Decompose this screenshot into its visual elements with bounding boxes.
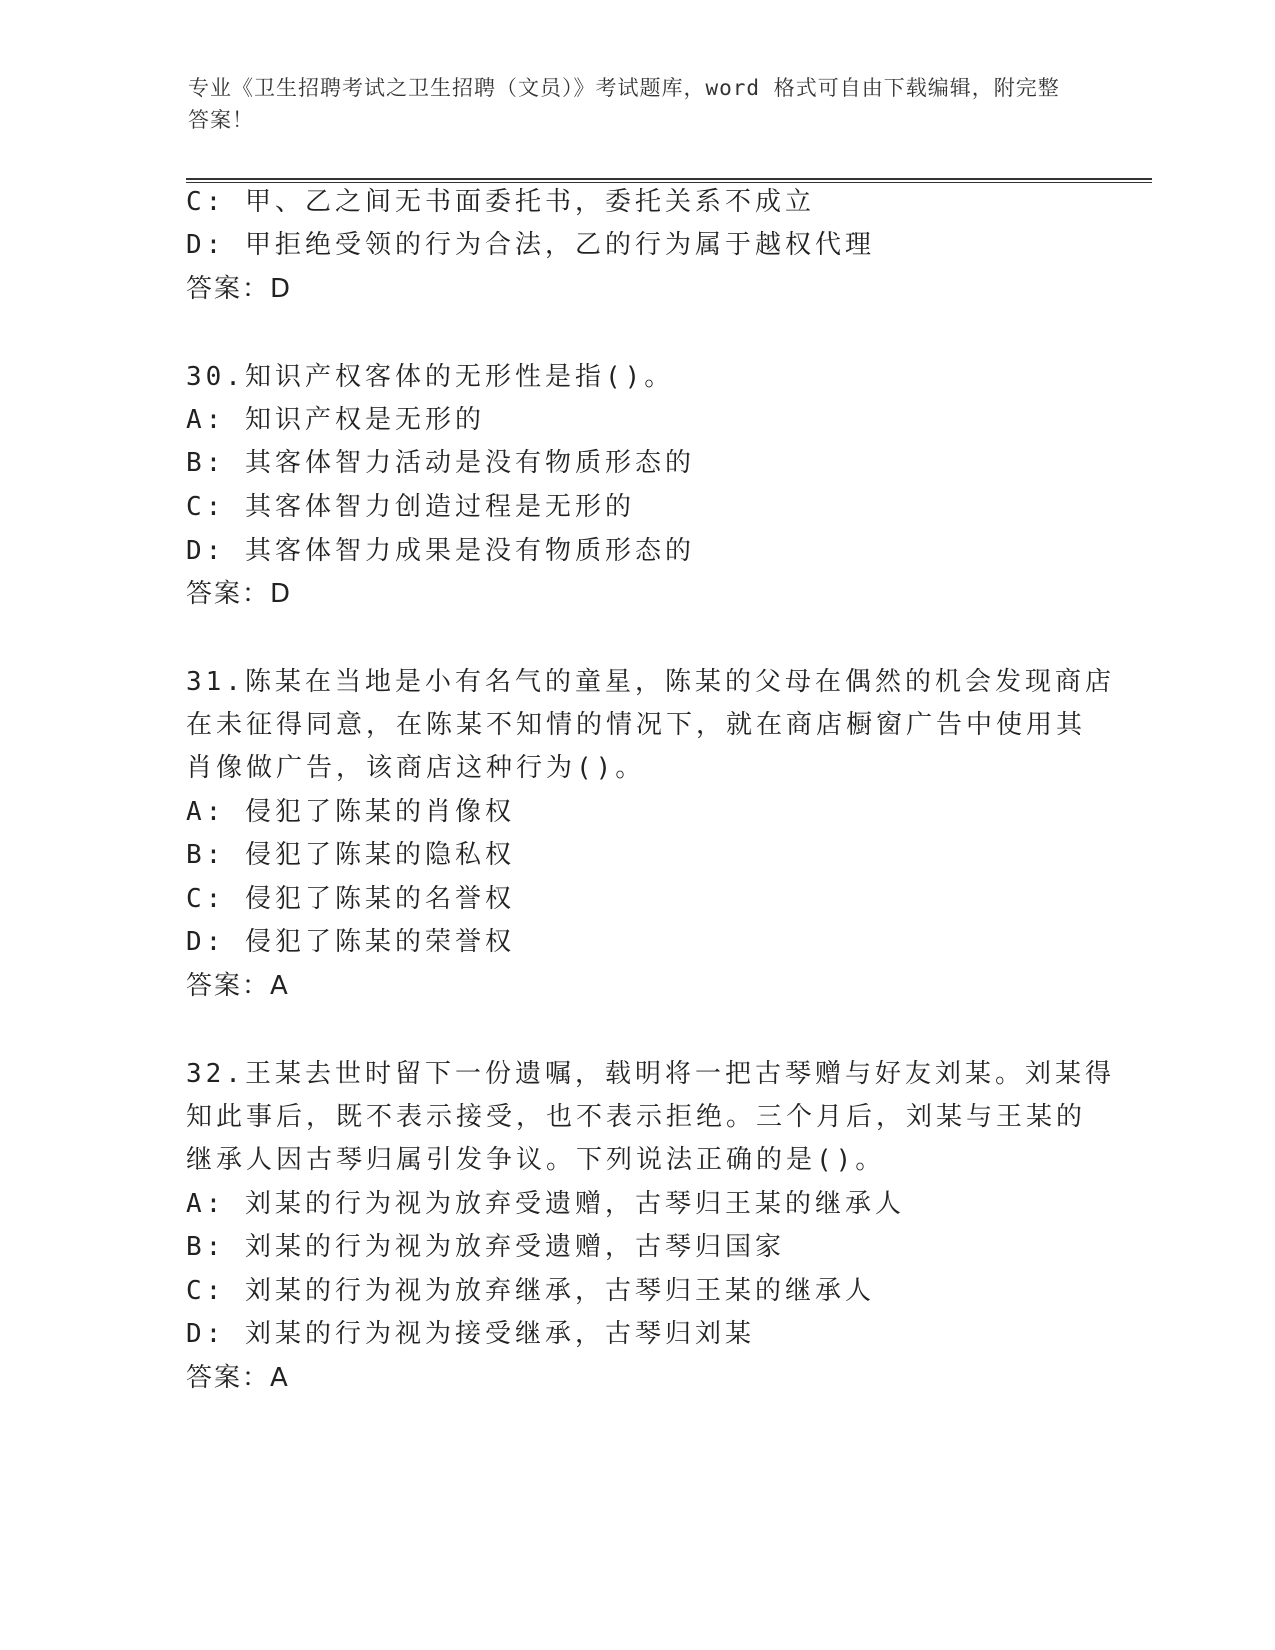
q32-option-c: C: 刘某的行为视为放弃继承，古琴归王某的继承人 — [186, 1276, 875, 1306]
header-divider — [186, 178, 1152, 183]
q29-option-c: C: 甲、乙之间无书面委托书，委托关系不成立 — [186, 187, 815, 217]
q29-answer: 答案：D — [186, 274, 293, 304]
q31-option-b: B: 侵犯了陈某的隐私权 — [186, 840, 515, 870]
q31-stem-line-1: 31.陈某在当地是小有名气的童星，陈某的父母在偶然的机会发现商店 — [186, 667, 1115, 697]
q32-option-b: B: 刘某的行为视为放弃受遗赠，古琴归国家 — [186, 1232, 785, 1262]
q29-option-d: D: 甲拒绝受领的行为合法，乙的行为属于越权代理 — [186, 230, 875, 260]
q31-option-d: D: 侵犯了陈某的荣誉权 — [186, 927, 515, 957]
q32-stem-line-3: 继承人因古琴归属引发争议。下列说法正确的是()。 — [186, 1145, 886, 1175]
q30-option-c: C: 其客体智力创造过程是无形的 — [186, 492, 635, 522]
q32-option-a: A: 刘某的行为视为放弃受遗赠，古琴归王某的继承人 — [186, 1189, 905, 1219]
q32-answer: 答案：A — [186, 1363, 290, 1393]
q30-stem-line-1: 30.知识产权客体的无形性是指()。 — [186, 362, 675, 392]
q31-stem-line-3: 肖像做广告，该商店这种行为()。 — [186, 753, 646, 783]
q31-option-c: C: 侵犯了陈某的名誉权 — [186, 884, 515, 914]
q32-stem-line-2: 知此事后，既不表示接受，也不表示拒绝。三个月后，刘某与王某的 — [186, 1102, 1087, 1132]
q30-option-a: A: 知识产权是无形的 — [186, 405, 485, 435]
q31-stem-line-2: 在未征得同意，在陈某不知情的情况下，就在商店橱窗广告中使用其 — [186, 710, 1087, 740]
document-header: 专业《卫生招聘考试之卫生招聘（文员）》考试题库，word 格式可自由下载编辑，附完整答案！ — [188, 76, 1060, 132]
q30-option-b: B: 其客体智力活动是没有物质形态的 — [186, 448, 695, 478]
q32-stem-line-1: 32.王某去世时留下一份遗嘱，载明将一把古琴赠与好友刘某。刘某得 — [186, 1059, 1115, 1089]
q32-option-d: D: 刘某的行为视为接受继承，古琴归刘某 — [186, 1319, 755, 1349]
q31-option-a: A: 侵犯了陈某的肖像权 — [186, 797, 515, 827]
q30-option-d: D: 其客体智力成果是没有物质形态的 — [186, 536, 695, 566]
q30-answer: 答案：D — [186, 579, 293, 609]
q31-answer: 答案：A — [186, 971, 290, 1001]
